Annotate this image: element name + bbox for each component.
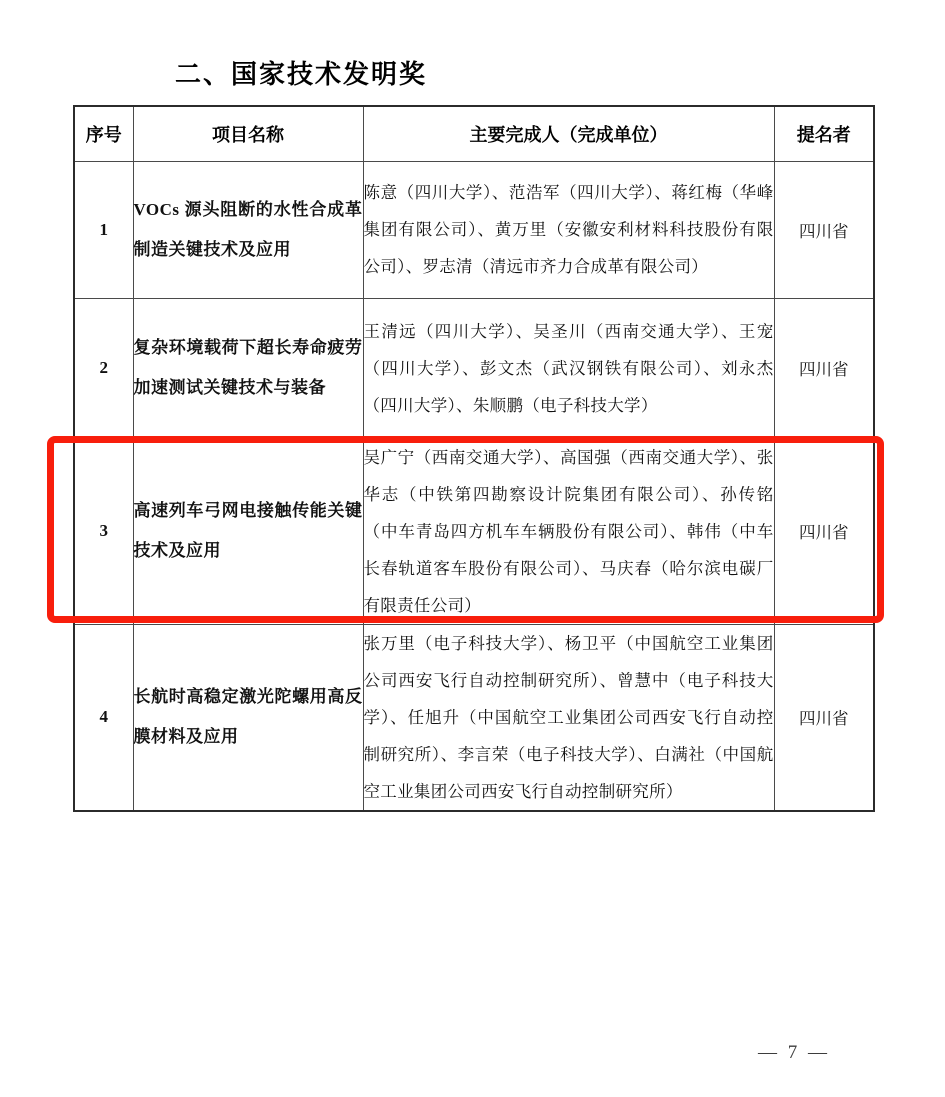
row-index-cell: 2	[74, 298, 133, 438]
project-name-cell: 高速列车弓网电接触传能关键技术及应用	[133, 438, 363, 624]
header-row	[74, 106, 874, 161]
contributors-cell: 陈意（四川大学）、范浩军（四川大学）、蒋红梅（华峰集团有限公司）、黄万里（安徽安利材料科技股份有限公司）、罗志清（清远市齐力合成革有限公司）	[363, 161, 774, 298]
table-row	[74, 624, 874, 811]
col-header-index: 序号	[74, 106, 133, 161]
col-header-contributors: 主要完成人（完成单位）	[363, 106, 774, 161]
row-index-cell: 4	[74, 624, 133, 811]
project-name-cell: 长航时高稳定激光陀螺用高反膜材料及应用	[133, 624, 363, 811]
project-name-cell: VOCs 源头阻断的水性合成革制造关键技术及应用	[133, 161, 363, 298]
nominator-cell: 四川省	[774, 438, 874, 624]
table-row	[74, 161, 874, 298]
page-number: — 7 —	[758, 1042, 830, 1063]
project-name-cell: 复杂环境载荷下超长寿命疲劳加速测试关键技术与装备	[133, 298, 363, 438]
row-index-cell: 3	[74, 438, 133, 624]
nominator-cell: 四川省	[774, 161, 874, 298]
contributors-cell: 张万里（电子科技大学）、杨卫平（中国航空工业集团公司西安飞行自动控制研究所）、曾慧中（电子科技大学）、任旭升（中国航空工业集团公司西安飞行自动控制研究所）、李言荣（电子科技大学）、白满社（中国航空工业集团公司西安飞行自动控制研究所）	[363, 624, 774, 811]
contributors-cell: 吴广宁（西南交通大学）、高国强（西南交通大学）、张华志（中铁第四勘察设计院集团有限公司）、孙传铭（中车青岛四方机车车辆股份有限公司）、韩伟（中车长春轨道客车股份有限公司）、马庆春（哈尔滨电碳厂有限责任公司）	[363, 438, 774, 624]
table-header	[74, 106, 874, 161]
row-index-cell: 1	[74, 161, 133, 298]
nominator-cell: 四川省	[774, 624, 874, 811]
col-header-nominator: 提名者	[774, 106, 874, 161]
table-row	[74, 298, 874, 438]
nominator-cell: 四川省	[774, 298, 874, 438]
table-row-highlighted	[74, 438, 874, 624]
col-header-project: 项目名称	[133, 106, 363, 161]
section-title: 二、国家技术发明奖	[175, 59, 428, 89]
contributors-cell: 王清远（四川大学）、吴圣川（西南交通大学）、王宠（四川大学）、彭文杰（武汉钢铁有限公司）、刘永杰（四川大学）、朱顺鹏（电子科技大学）	[363, 298, 774, 438]
awards-table	[73, 105, 875, 812]
